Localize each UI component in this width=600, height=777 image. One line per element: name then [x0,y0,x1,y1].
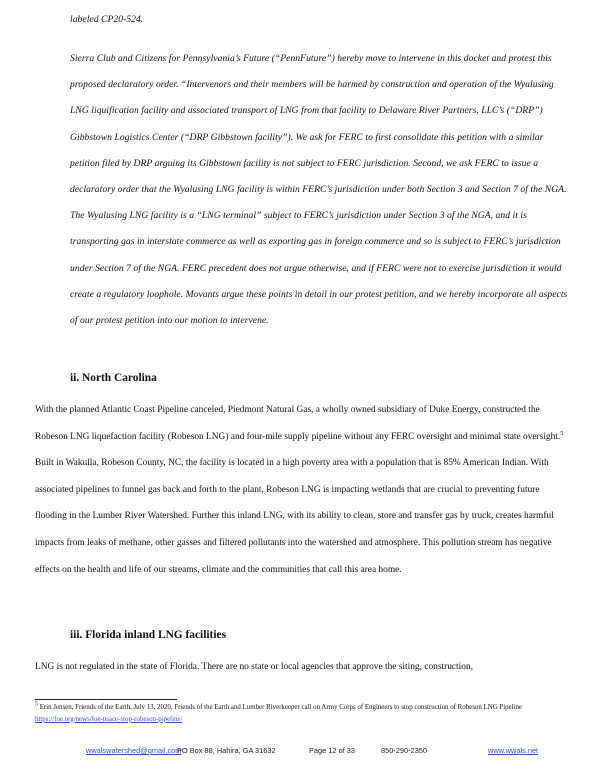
footer-address: PO Box 88, Hahira, GA 31632 [177,746,276,755]
footnote-text: Erin Jensen, Friends of the Earth, July 13, 2020, Friends of the Earth and Lumber Riverkeeper call on Army Corps of Engineers to stop construction of Robeson LNG Pipeline [38,704,522,711]
section-heading-north-carolina: ii. North Carolina [70,372,157,384]
nc-text-part2: Built in Wakulla, Robeson County, NC, the facility is located in a high poverty area with a population that is 85% American Indian. With associated pipelines to funnel gas back and forth to the plant, Robeson LNG is impacting wetlands that are crucial to preventing future flooding in the Lumber River Watershed. Further this inland LNG, with its ability to clean, store and transfer gas by truck, creates harmful impacts from leaks of methane, other gasses and filtered pollutants into the watershed and atmosphere. This pollution stream has negative effects on the health and life of our streams, climate and the communities that call this area home. [35,458,554,575]
footnote-link[interactable]: https://foe.org/news/foe-usace-stop-robeson-pipeline/ [35,715,183,723]
footer-page-number: Page 12 of 33 [309,746,356,755]
page-footer [0,746,600,758]
florida-paragraph: LNG is not regulated in the state of Florida. There are no state or local agencies that approve the siting, construction, [35,662,473,672]
footer-phone: 850-290-2350 [381,746,428,755]
footnote-number: 5 [35,701,38,708]
quoted-motion-paragraph: Sierra Club and Citizens for Pennsylvania’s Future (“PennFuture”) hereby move to intervene in this docket and protest this proposed declaratory order. “Intervenors and their members will be harmed by construction and operation of the Wyalusing LNG liquification facility and associated transport of LNG from that facility to Delaware River Partners, LLC’s (“DRP”) Gibbstown Logistics Center (“DRP Gibbstown facility”). We ask for FERC to first consolidate this petition with a similar petition filed by DRP arguing its Gibbstown facility is not subject to FERC jurisdiction. Second, we ask FERC to issue a declaratory order that the Wyalusing LNG facility is within FERC’s jurisdiction under both Section 3 and Section 7 of the NGA. The Wyalusing LNG facility is a “LNG terminal” subject to FERC’s jurisdiction under Section 3 of the NGA, and it is transporting gas in interstate commerce as well as exporting gas in foreign commerce and so is subject to FERC’s jurisdiction under Section 7 of the NGA. FERC precedent does not argue otherwise, and if FERC were not to exercise jurisdiction it would create a regulatory loophole. Movants argue these points in detail in our protest petition, and we hereby incorporate all aspects of our protest petition into our motion to intervene. [70,53,568,327]
north-carolina-paragraph [35,397,567,583]
footer-email-link[interactable]: wwalswatershed@gmail.com [86,746,182,755]
footnote-divider [35,699,177,700]
nc-text-part1: With the planned Atlantic Coast Pipeline canceled, Piedmont Natural Gas, a wholly owned subsidiary of Duke Energy, constructed the Robeson LNG liquefaction facility (Robeson LNG) and four-mile supply pipeline without any FERC oversight and minimal state oversight. [35,405,561,442]
footnote-reference[interactable]: 5 [560,430,564,437]
section-heading-florida: iii. Florida inland LNG facilities [70,629,226,641]
footer-website-link[interactable]: www.wwals.net [488,746,539,755]
footnote [35,702,570,725]
quote-intro: labeled CP20-524. [70,14,144,25]
